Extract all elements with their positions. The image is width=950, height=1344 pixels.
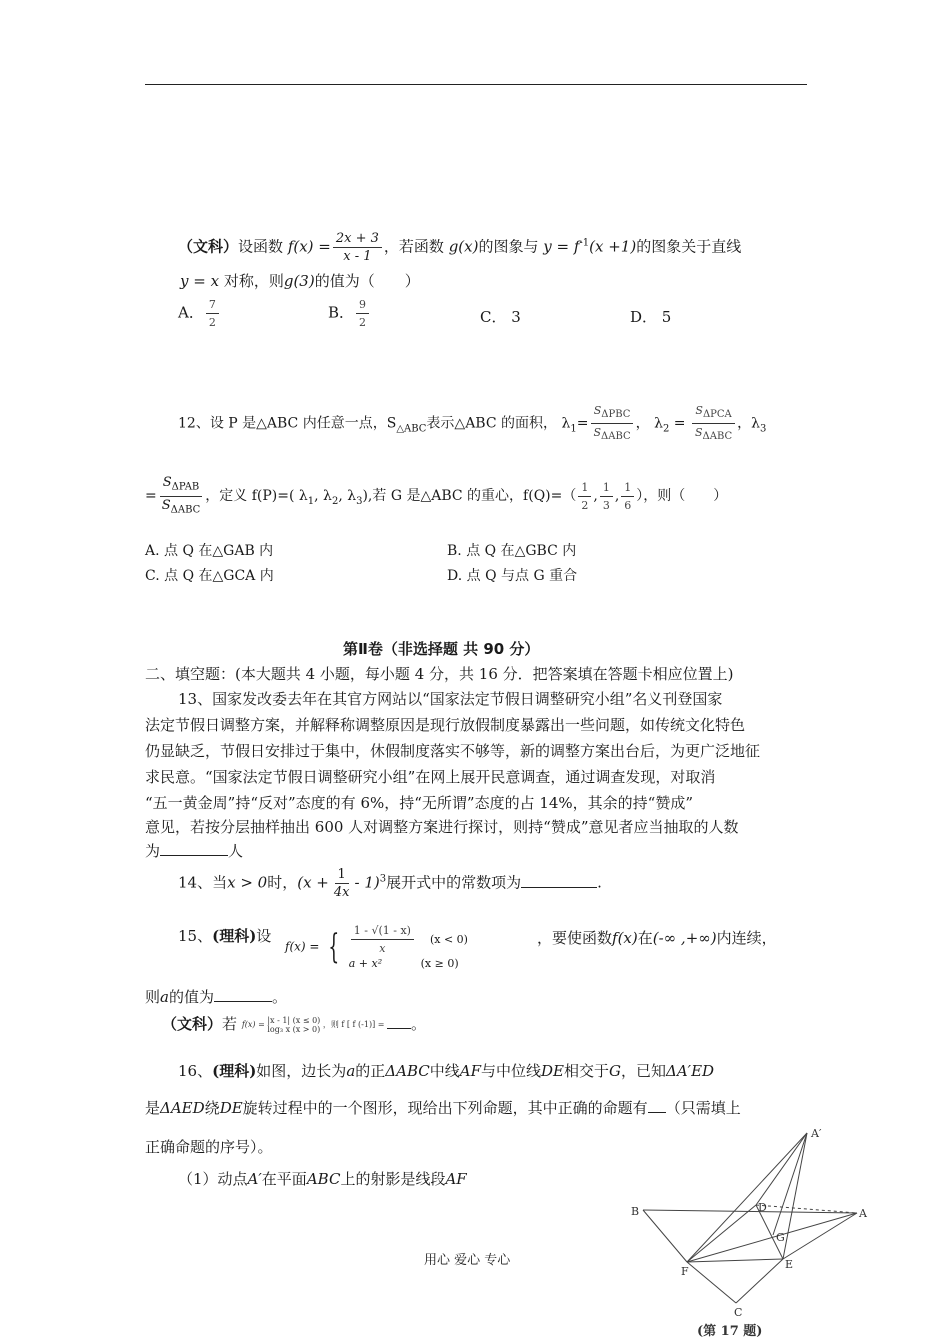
q11-line2-expr: y = x <box>180 272 220 290</box>
q13-answer-blank[interactable] <box>160 841 228 856</box>
q14-power: 3 <box>379 873 387 885</box>
q15-case1-num: 1 - √(1 - x) <box>351 922 414 940</box>
q15-wenke-end: 。 <box>411 1015 427 1033</box>
q16-t5: 相交于 <box>564 1062 610 1080</box>
q11-option-d: D． 5 <box>630 308 672 326</box>
q12-f2-num-sub: ΔPCA <box>702 409 732 421</box>
q12-l3: ，λ <box>737 415 761 432</box>
q11-middle: ，若函数 <box>383 237 444 256</box>
q12-l1: λ <box>561 415 571 432</box>
fig-line-a1d <box>756 1133 807 1205</box>
part2-title: 第Ⅱ卷（非选择题 共 90 分） <box>343 640 540 658</box>
q16-line3: 正确命题的序号）。 <box>145 1138 273 1156</box>
q12-lead2: 表示△ABC 的面积， <box>426 415 558 432</box>
q11-opt-b-frac <box>356 296 369 331</box>
q11-inv-sup: -1 <box>579 237 590 249</box>
q13-line5: “五一黄金周”持“反对”态度的有 6%，持“无所谓”态度的占 14%，其余的持“赞成” <box>145 794 694 812</box>
q14-cond: x > 0 <box>227 873 268 892</box>
q16-p1-a: A′ <box>247 1170 262 1188</box>
q15-case1-cond: (x < 0) <box>429 932 468 946</box>
q11-opt-a-label: A． <box>178 303 204 322</box>
q15-case2 <box>349 957 459 970</box>
q12-frac3 <box>159 474 204 518</box>
q16-g: G <box>609 1062 621 1080</box>
q12-option-a: A. 点 Q 在△GAB 内 <box>145 543 274 559</box>
q11-option-c: C． 3 <box>480 308 521 326</box>
q15-set: 设 <box>256 927 272 945</box>
q16-a: a <box>346 1062 356 1080</box>
q13-line4: 求民意。“国家法定节假日调整研究小组”在网上展开民意调查，通过调查发现，对取消 <box>145 768 716 786</box>
q12-q-frac1 <box>578 479 591 514</box>
fig-label-a: A <box>859 1207 867 1220</box>
q16-tri: ΔABC <box>385 1062 430 1080</box>
q15-case2-expr: a + x² <box>348 957 383 970</box>
q11-inv-arg: (x +1) <box>589 237 637 256</box>
q16-p1-mid: 在平面 <box>261 1170 307 1188</box>
q11-tag: （文科） <box>178 237 239 256</box>
q15-case2-cond: (x ≥ 0) <box>420 957 459 970</box>
q12-option-b: B. 点 Q 在△GBC 内 <box>447 543 577 559</box>
fig-line-fe <box>687 1259 783 1262</box>
q14-frac-num: 1 <box>335 866 349 884</box>
q16-tri3: ΔAED <box>160 1099 205 1117</box>
q16-figure <box>625 1125 875 1340</box>
q14-expr-pre: (x + <box>297 873 329 892</box>
q12-l2-sub: 2 <box>662 423 670 435</box>
fig-label-e: E <box>785 1258 794 1271</box>
page-footer: 用心 爱心 专心 <box>424 1253 511 1268</box>
q13-line7-pre: 为 <box>145 842 161 860</box>
q15-line2-mid: 的值为 <box>168 988 214 1006</box>
q13-line6: 意见，若按分层抽样抽出 600 人对调整方案进行探讨，则持“赞成”意见者应当抽取的人数 <box>145 818 739 836</box>
q11-tail: 的图象关于直线 <box>636 237 742 256</box>
q16-line2-pre: 是 <box>145 1099 161 1117</box>
fig-caption: (第 17 题) <box>697 1324 763 1339</box>
q12-frac1 <box>590 402 633 445</box>
fig-label-d: D <box>758 1201 767 1214</box>
q12-eq: = <box>576 415 589 432</box>
q16-prop1 <box>178 1168 467 1189</box>
q16-line2-t1: 绕 <box>204 1099 220 1117</box>
q11-opt-a-den: 2 <box>208 316 216 329</box>
fill-heading: 二、填空题：(本大题共 4 小题，每小题 4 分，共 16 分．把答案填在答题卡相应位置上) <box>145 665 734 683</box>
q13-line1: 13、国家发改委去年在其官方网站以“国家法定节假日调整研究小组”名义刊登国家 <box>178 690 723 708</box>
q12-f1-den-sub: ΔABC <box>601 431 631 443</box>
q14-frac <box>331 866 353 901</box>
q15-tail: 内连续， <box>716 929 777 947</box>
q15-brace: { <box>328 926 340 967</box>
q15-interval: (-∞ ,+∞) <box>652 929 717 947</box>
q12-q3-den: 6 <box>624 498 632 512</box>
fig-label-a-prime: A′ <box>811 1127 822 1140</box>
q12-f1-den: S <box>593 426 601 440</box>
q12-f3-den: S <box>161 497 171 513</box>
q14-line <box>178 866 602 901</box>
q15-wenke-blank[interactable] <box>387 1020 411 1029</box>
q15-wenke-if: 若 <box>222 1015 238 1033</box>
q13-line7-post: 人 <box>228 842 244 860</box>
q15-piecewise <box>285 922 468 971</box>
q16-p1-mid2: 上的射影是线段 <box>340 1170 446 1188</box>
q11-g3: g(3) <box>283 272 315 290</box>
q14-answer-blank[interactable] <box>521 873 597 888</box>
q16-tri2: ΔA′ED <box>666 1062 715 1080</box>
q15-in: 在 <box>637 929 653 947</box>
q16-line2 <box>145 1097 741 1118</box>
q12-f2-den-sub: ΔABC <box>702 431 733 443</box>
q14-lead: 14、当 <box>178 873 228 892</box>
q12-eq2: = <box>669 415 690 432</box>
q11-func-den: x - 1 <box>343 249 372 264</box>
q12-l2: ， λ <box>635 415 663 432</box>
q15-tag: (理科) <box>212 927 257 945</box>
q15-wenke-case1: |x - 1| (x ≤ 0) <box>267 1016 321 1025</box>
q15-fx: f(x) = <box>285 939 320 954</box>
fig-line-fd <box>687 1205 756 1262</box>
q15-fx2: f(x) <box>612 929 638 947</box>
q16-af: AF <box>459 1062 481 1080</box>
q11-g: g(x) <box>448 237 479 256</box>
q13-line2: 法定节假日调整方案，并解释称调整原因是现行放假制度暴露出一些问题，如传统文化特色 <box>145 716 746 734</box>
q16-p1-abc: ABC <box>306 1170 341 1188</box>
q11-opt-b-den: 2 <box>359 316 367 329</box>
q11-opt-b-num: 9 <box>356 296 369 314</box>
q16-p1-pre: （1）动点 <box>178 1170 248 1188</box>
q15-cases <box>349 922 468 971</box>
q12-q1-num: 1 <box>578 479 591 497</box>
fig-line-a1f <box>687 1133 807 1262</box>
q12-q-frac2 <box>600 479 613 514</box>
q12-f1-num-sub: ΔPBC <box>601 409 631 421</box>
q16-lead: 16、 <box>178 1062 213 1080</box>
q15-line1-tail <box>537 927 777 948</box>
q16-t1: 如图，边长为 <box>256 1062 347 1080</box>
q15-wenke-cases <box>267 1016 320 1034</box>
q15-wenke-expr <box>241 1016 387 1034</box>
q12-f2-num: S <box>695 404 703 417</box>
q16-t3: 中线 <box>429 1062 460 1080</box>
q16-tag: (理科) <box>212 1062 257 1080</box>
q12-option-d: D. 点 Q 与点 G 重合 <box>447 568 578 584</box>
q16-answer-blank[interactable] <box>648 1098 666 1113</box>
q16-p1-af: AF <box>445 1170 467 1188</box>
q12-option-c: C. 点 Q 在△GCA 内 <box>145 568 274 584</box>
q15-wenke-q: ，则 f [ f (-1)] = <box>322 1020 385 1029</box>
q12-line2-eq: = <box>145 488 157 505</box>
q16-de2: DE <box>219 1099 243 1117</box>
q15-line2-end: 。 <box>271 988 287 1006</box>
q15-line1 <box>178 925 271 946</box>
q12-line2-tail: ），则（ ） <box>636 488 728 505</box>
q15-wenke-fx: f(x) = <box>241 1020 265 1029</box>
q12-sep2: , λ <box>338 488 357 505</box>
q12-s3: 3 <box>356 495 363 507</box>
q11-option-a <box>178 296 221 331</box>
q14-mid: 时， <box>267 873 298 892</box>
q12-sep1: , λ <box>314 488 332 505</box>
q15-case1-den: x <box>379 942 386 955</box>
fig-label-f: F <box>681 1265 689 1278</box>
q16-de: DE <box>541 1062 564 1080</box>
q11-lead: 设函数 <box>238 237 284 256</box>
q12-f3-num: S <box>162 475 172 490</box>
fig-line-fc <box>687 1262 736 1303</box>
q13-line7 <box>145 840 243 861</box>
q13-line3: 仍显缺乏，节假日安排过于集中，休假制度落实不够等，新的调整方案出台后，为更广泛地征 <box>145 742 761 760</box>
q12-s1: 1 <box>307 495 315 507</box>
q11-line2-text: 对称，则 <box>223 272 284 290</box>
fig-line-a1e <box>783 1133 807 1259</box>
q12-line2-text2: ),若 G 是△ABC 的重心，f(Q)=（ <box>362 488 577 505</box>
q12-f3-den-sub: ΔABC <box>170 504 201 516</box>
q14-tail: 展开式中的常数项为 <box>386 873 522 892</box>
q11-line1 <box>178 230 741 265</box>
q12-q2-num: 1 <box>600 479 613 497</box>
fig-line-bf <box>643 1210 687 1262</box>
q12-f1-num: S <box>593 404 602 417</box>
q14-end: . <box>597 873 602 892</box>
q11-func-frac <box>333 230 382 265</box>
q12-q-frac3 <box>621 479 634 514</box>
q15-lead: 15、 <box>178 927 213 945</box>
q12-line2: = $\frac{S_{\Delta PAB}}{S_{\Delta ABC}}$ ，定义 f(P)=( $\lambda_1$, $\lambda_2$, $\lambda_3$),若 G 是△ABC 的重心，f(Q)=（ $\frac{1}{2}$ , $\frac{1}{3}$ , $\frac{1}{6}$ ），则（ ） <box>145 474 727 518</box>
q16-t4: 与中位线 <box>481 1062 542 1080</box>
q14-frac-den: 4x <box>333 885 350 900</box>
q15-answer-blank[interactable] <box>214 987 272 1002</box>
q11-opt-a-frac <box>206 296 219 331</box>
q16-line2-t3: （只需填上 <box>665 1099 741 1117</box>
q11-func-num: 2x + 3 <box>333 230 382 248</box>
q12-q1-den: 2 <box>581 498 589 512</box>
q15-line2-pre: 则 <box>145 988 161 1006</box>
q16-line1 <box>178 1060 714 1081</box>
q11-line2 <box>180 270 420 291</box>
q12-lead: 12、设 P 是△ABC 内任意一点，S <box>178 415 397 432</box>
q16-t2: 的正 <box>355 1062 386 1080</box>
q12-f2-den: S <box>694 426 703 440</box>
q15-wenke-case2: log₃ x (x > 0) <box>267 1025 321 1034</box>
fig-line-ea <box>783 1213 857 1259</box>
q11-option-b <box>328 296 371 331</box>
fig-label-b: B <box>631 1205 640 1218</box>
q12-lead-sub: △ABC <box>396 423 427 435</box>
q15-case1 <box>349 924 468 955</box>
q12-l1-sub: 1 <box>570 423 577 435</box>
fig-label-g: G <box>776 1231 785 1244</box>
header-rule <box>145 84 807 85</box>
q16-line2-t2: 旋转过程中的一个图形，现给出下列命题，其中正确的命题有 <box>242 1099 648 1117</box>
q11-line2-tail: 的值为（ ） <box>314 272 420 290</box>
q11-inv: y = f <box>543 237 580 256</box>
q14-expr-post: - 1) <box>354 873 380 892</box>
q15-a: a <box>160 988 169 1006</box>
q11-func-lhs: f(x) = <box>287 237 331 256</box>
q12-f3-num-sub: ΔPAB <box>171 481 200 493</box>
q16-t6: ，已知 <box>621 1062 667 1080</box>
q11-opt-b-label: B． <box>328 303 355 322</box>
q12-q2-den: 3 <box>602 498 610 512</box>
q11-middle2: 的图象与 <box>478 237 539 256</box>
fig-label-c: C <box>734 1306 743 1319</box>
q12-line2-text: ，定义 f(P)=( λ <box>205 488 308 505</box>
q12-frac2 <box>692 402 735 445</box>
q15-mid: ，要使函数 <box>537 929 613 947</box>
q15-wenke-tag: （文科） <box>162 1015 223 1033</box>
fig-line-ce <box>736 1259 783 1303</box>
q11-opt-a-num: 7 <box>206 296 219 314</box>
q15-line2 <box>145 986 287 1007</box>
q15-wenke <box>162 1013 426 1034</box>
q12-line1 <box>178 402 766 445</box>
q12-q3-num: 1 <box>621 479 634 497</box>
q12-s2: 2 <box>331 495 339 507</box>
q12-l3-sub: 3 <box>760 423 767 435</box>
